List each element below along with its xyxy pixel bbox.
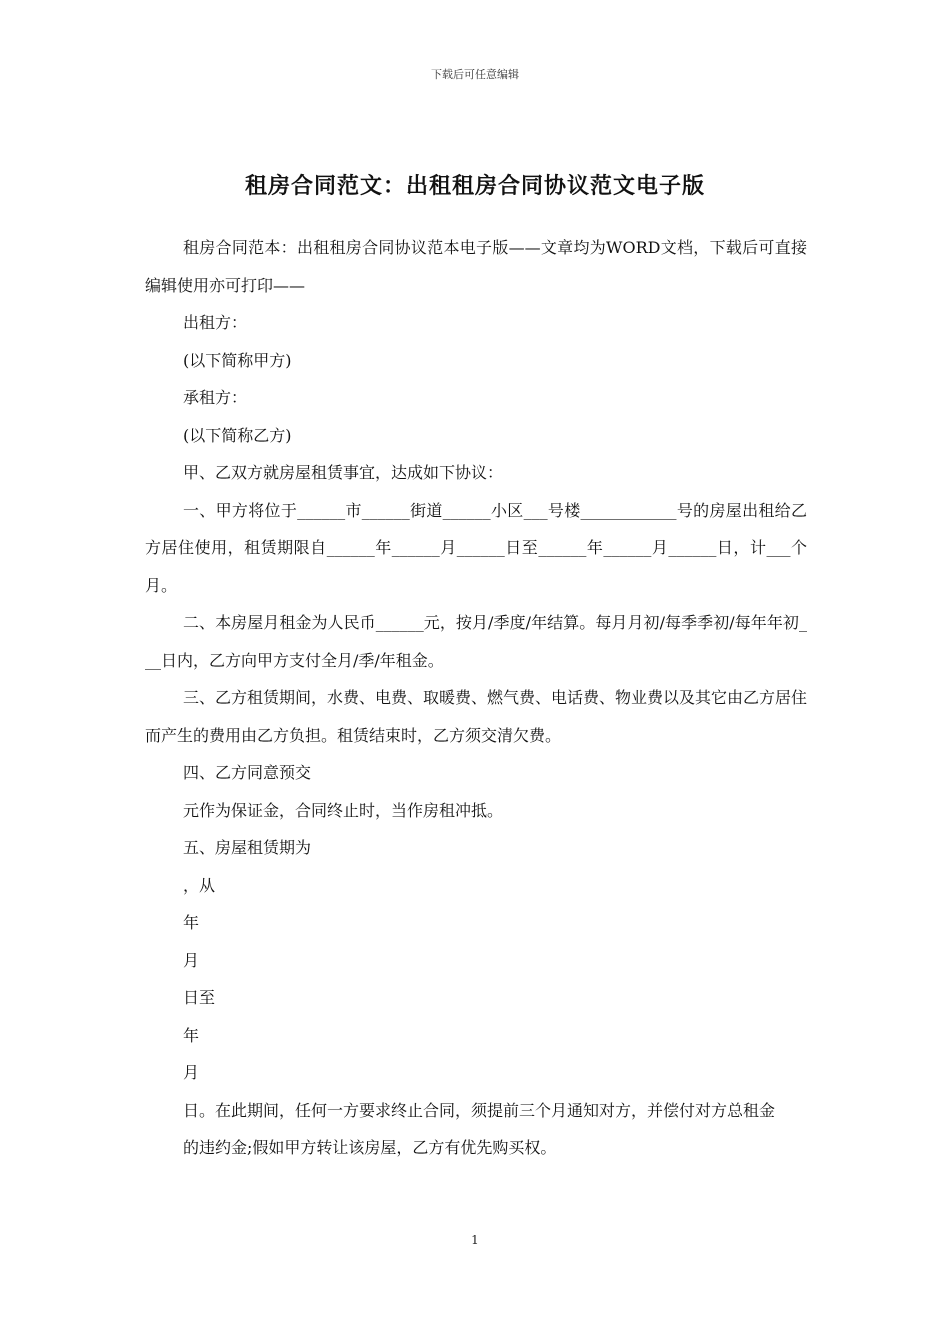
clause-5-year-end: 年 [183,1025,200,1045]
paragraph-intro: 租房合同范本：出租租房合同协议范本电子版——文章均为WORD文档，下载后可直接编辑使用亦可打印—— [145,238,807,295]
clause-5-penalty: 的违约金;假如甲方转让该房屋，乙方有优先购买权。 [183,1138,557,1157]
clause-4-part-2: 元作为保证金，合同终止时，当作房租冲抵。 [183,800,504,820]
paragraph-lessor-label: 出租方： [183,313,248,332]
clause-3: 三、乙方租赁期间，水费、电费、取暖费、燃气费、电话费、物业费以及其它由乙方居住而产生的费用由乙方负担。租赁结束时，乙方须交清欠费。 [145,688,808,745]
clause-1: 一、甲方将位于______市______街道______小区___号楼____________号的房屋出租给乙方居住使用，租赁期限自______年______月______日至______年______月______日，计___个月。 [145,500,807,595]
page-header-note: 下载后可任意编辑 [431,68,519,81]
paragraph-lessor-alias: (以下简称甲方) [183,350,292,370]
paragraph-agreement-intro: 甲、乙双方就房屋租赁事宜，达成如下协议： [183,463,504,482]
clause-2: 二、本房屋月租金为人民币______元，按月/季度/年结算。每月月初/每季季初/每年年初___日内，乙方向甲方支付全月/季/年租金。 [145,613,807,670]
document-body [145,229,807,1167]
clause-5-from: ，从 [183,875,216,895]
page-number: 1 [471,1233,479,1247]
paragraph-lessee-label: 承租方： [183,388,248,407]
paragraph-lessee-alias: (以下简称乙方) [183,425,292,445]
document-title: 租房合同范文：出租租房合同协议范文电子版 [244,172,705,199]
clause-5-year-start: 年 [183,913,200,932]
clause-5-month-end: 月 [183,1063,200,1082]
clause-4-part-1: 四、乙方同意预交 [183,763,312,782]
clause-5-day-to: 日至 [183,988,216,1007]
clause-5-termination: 日。在此期间，任何一方要求终止合同，须提前三个月通知对方，并偿付对方总租金 [183,1100,776,1120]
clause-5-month-start: 月 [183,950,200,970]
clause-5-part-1: 五、房屋租赁期为 [183,838,312,857]
